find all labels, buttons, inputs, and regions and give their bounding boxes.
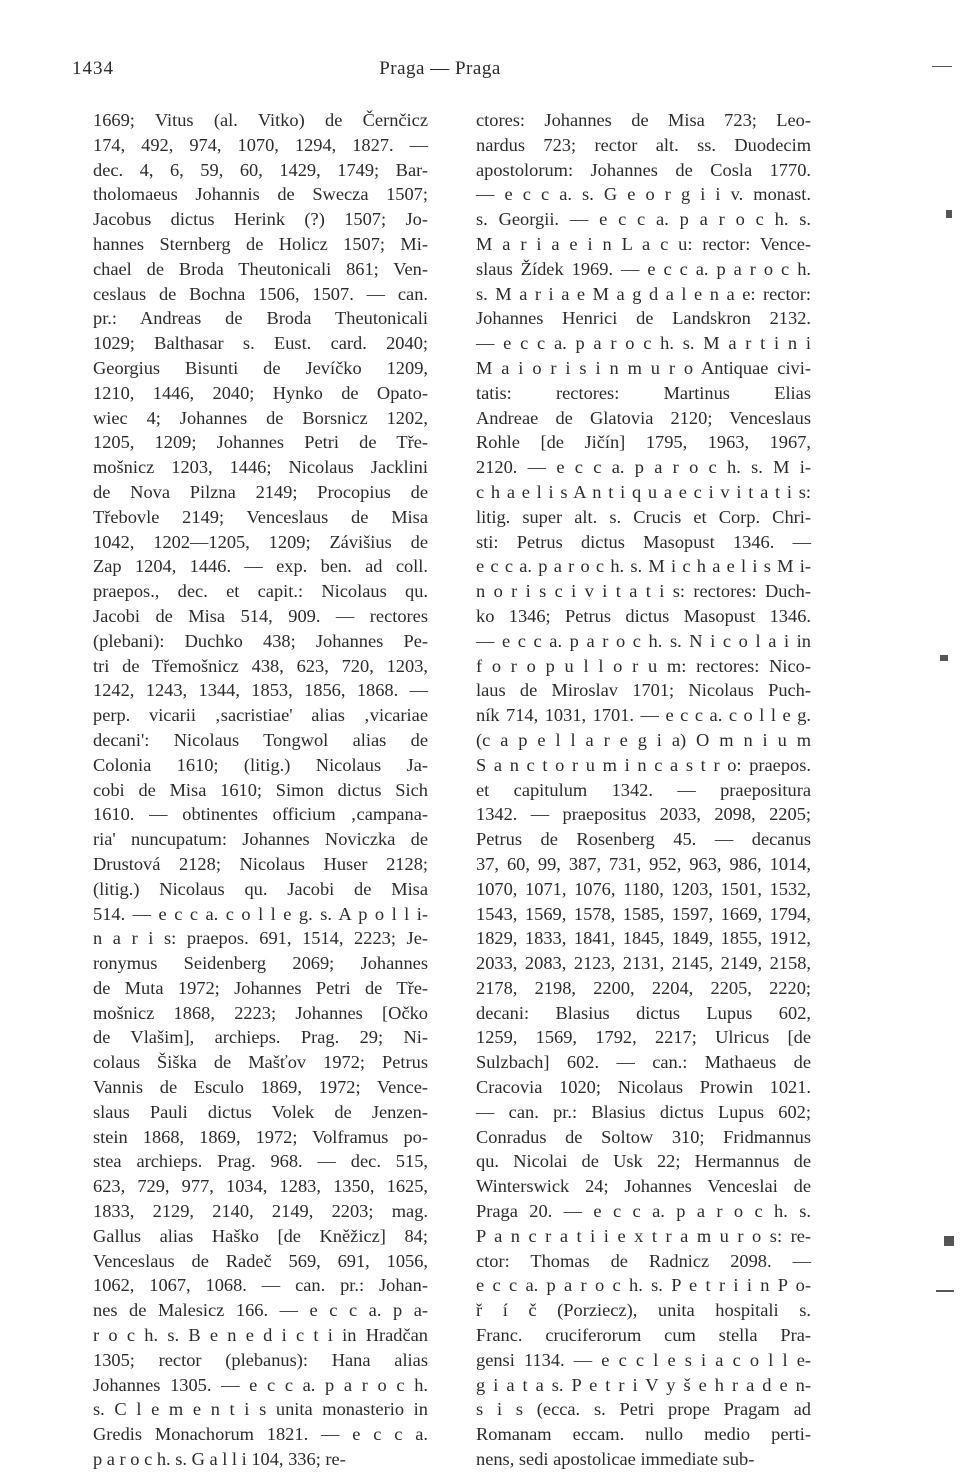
left-column-line: 1210, 1446, 2040; Hynko de Opato-: [93, 382, 428, 403]
right-column-line: Andreae de Glatovia 2120; Venceslaus: [476, 407, 811, 428]
right-column-line: Sulzbach] 602. — can.: Mathaeus de: [476, 1052, 811, 1073]
left-column-line: ronymus Seidenberg 2069; Johannes: [93, 953, 428, 974]
left-column-line: (litig.) Nicolaus qu. Jacobi de Misa: [93, 878, 428, 899]
right-column-line: M a r i a e i n L a c u: rector: Vence-: [476, 233, 811, 254]
left-column-line: Třebovle 2149; Venceslaus de Misa: [93, 506, 428, 527]
left-column-line: dec. 4, 6, 59, 60, 1429, 1749; Bar-: [93, 159, 428, 180]
right-column-line: — can. pr.: Blasius dictus Lupus 602;: [476, 1101, 811, 1122]
right-column-line: Praga 20. — e c c a. p a r o c h. s.: [476, 1201, 811, 1222]
page-number: 1434: [72, 58, 114, 79]
left-column-line: wiec 4; Johannes de Borsnicz 1202,: [93, 407, 428, 428]
right-column-line: n o r i s c i v i t a t i s: rectores: Duch-: [476, 581, 811, 602]
left-column-line: 1042, 1202—1205, 1209; Závišius de: [93, 531, 428, 552]
left-column-line: 1062, 1067, 1068. — can. pr.: Johan-: [93, 1275, 428, 1296]
right-column-line: e c c a. p a r o c h. s. M i c h a e l i s M i-: [476, 556, 811, 577]
left-column: [93, 108, 428, 1472]
left-column-line: 1669; Vitus (al. Vitko) de Černčicz: [93, 110, 428, 130]
left-column-line: Zap 1204, 1446. — exp. ben. ad coll.: [93, 556, 428, 577]
left-column-line: Gallus alias Haško [de Kněžicz] 84;: [93, 1225, 428, 1246]
left-column-line: de Muta 1972; Johannes Petri de Tře-: [93, 977, 428, 998]
left-column-line: slaus Pauli dictus Volek de Jenzen-: [93, 1101, 428, 1122]
left-column-line: 514. — e c c a. c o l l e g. s. A p o l l i-: [93, 903, 428, 924]
left-column-line: Drustová 2128; Nicolaus Huser 2128;: [93, 853, 428, 874]
left-column-line: 623, 729, 977, 1034, 1283, 1350, 1625,: [93, 1176, 428, 1197]
left-column-line: cobi de Misa 1610; Simon dictus Sich: [93, 779, 428, 800]
right-column-line: decani: Blasius dictus Lupus 602,: [476, 1002, 811, 1023]
right-column-line: f o r o p u l l o r u m: rectores: Nico-: [476, 655, 811, 676]
left-column-line: stein 1868, 1869, 1972; Volframus po-: [93, 1126, 428, 1147]
right-column-line: qu. Nicolai de Usk 22; Hermannus de: [476, 1151, 811, 1172]
left-column-line: n a r i s: praepos. 691, 1514, 2223; Je-: [93, 928, 428, 949]
right-column-line: g i a t a s. P e t r i V y š e h r a d e n-: [476, 1374, 811, 1395]
left-column-line: (plebani): Duchko 438; Johannes Pe-: [93, 630, 428, 651]
left-column-line: tholomaeus Johannis de Swecza 1507;: [93, 184, 428, 205]
right-column-line: s i s (ecca. s. Petri prope Pragam ad: [476, 1399, 811, 1420]
left-column-line: perp. vicarii ‚sacristiae' alias ‚vicariae: [93, 705, 428, 726]
right-column-line: Johannes Henrici de Landskron 2132.: [476, 308, 811, 329]
right-column-line: 1070, 1071, 1076, 1180, 1203, 1501, 1532,: [476, 878, 811, 899]
right-column-line: Winterswick 24; Johannes Venceslai de: [476, 1176, 811, 1197]
right-column: [476, 108, 811, 1472]
left-column-line: ceslaus de Bochna 1506, 1507. — can.: [93, 283, 428, 304]
margin-mark: [944, 1236, 954, 1246]
left-column-line: 1205, 1209; Johannes Petri de Tře-: [93, 432, 428, 453]
left-column-line: ria' nuncupatum: Johannes Noviczka de: [93, 829, 428, 850]
right-column-line: Petrus de Rosenberg 45. — decanus: [476, 829, 811, 850]
left-column-line: Colonia 1610; (litig.) Nicolaus Ja-: [93, 754, 428, 775]
right-column-line: ko 1346; Petrus dictus Masopust 1346.: [476, 605, 811, 626]
right-column-line: et capitulum 1342. — praepositura: [476, 779, 811, 800]
left-column-line: p a r o c h. s. G a l l i 104, 336; re-: [93, 1449, 346, 1470]
right-column-line: ctor: Thomas de Radnicz 2098. —: [476, 1250, 811, 1271]
left-column-line: de Nova Pilzna 2149; Procopius de: [93, 481, 428, 502]
right-column-line: — e c c a. p a r o c h. s. M a r t i n i: [476, 333, 811, 354]
right-column-line: sti: Petrus dictus Masopust 1346. —: [476, 531, 811, 552]
left-column-line: 1610. — obtinentes officium ‚campana-: [93, 804, 428, 825]
left-column-line: 1833, 2129, 2140, 2149, 2203; mag.: [93, 1201, 428, 1222]
margin-mark: [936, 1290, 954, 1292]
right-column-line: 1259, 1569, 1792, 2217; Ulricus [de: [476, 1027, 811, 1048]
left-column-line: s. C l e m e n t i s unita monasterio in: [93, 1399, 428, 1420]
left-column-line: 174, 492, 974, 1070, 1294, 1827. —: [93, 134, 428, 155]
right-column-line: nens, sedi apostolicae immediate sub-: [476, 1449, 755, 1470]
right-column-line: nardus 723; rector alt. ss. Duodecim: [476, 134, 811, 155]
right-column-line: ník 714, 1031, 1701. — e c c a. c o l l e g.: [476, 705, 811, 726]
right-column-line: 2120. — e c c a. p a r o c h. s. M i-: [476, 457, 811, 478]
right-column-line: 37, 60, 99, 387, 731, 952, 963, 986, 1014,: [476, 853, 811, 874]
left-column-line: Jacobus dictus Herink (?) 1507; Jo-: [93, 209, 428, 230]
right-column-line: c h a e l i s A n t i q u a e c i v i t a t i s:: [476, 481, 811, 502]
right-column-line: gensi 1134. — e c c l e s i a c o l l e-: [476, 1349, 811, 1370]
right-column-line: slaus Žídek 1969. — e c c a. p a r o c h.: [476, 258, 811, 279]
left-column-line: Vannis de Esculo 1869, 1972; Vence-: [93, 1077, 428, 1098]
left-column-line: Venceslaus de Radeč 569, 691, 1056,: [93, 1250, 428, 1271]
left-column-line: Johannes 1305. — e c c a. p a r o c h.: [93, 1374, 428, 1395]
right-column-line: 2178, 2198, 2200, 2204, 2205, 2220;: [476, 977, 811, 998]
left-column-line: 1029; Balthasar s. Eust. card. 2040;: [93, 333, 428, 354]
right-column-line: s. Georgii. — e c c a. p a r o c h. s.: [476, 209, 811, 230]
left-column-line: pr.: Andreas de Broda Theutonicali: [93, 308, 428, 329]
left-column-line: colaus Šiška de Mašťov 1972; Petrus: [93, 1052, 428, 1073]
left-column-line: nes de Malesicz 166. — e c c a. p a-: [93, 1300, 428, 1321]
right-column-line: M a i o r i s i n m u r o Antiquae civi-: [476, 357, 811, 378]
right-column-line: e c c a. p a r o c h. s. P e t r i i n P o-: [476, 1275, 811, 1296]
left-column-line: 1305; rector (plebanus): Hana alias: [93, 1349, 428, 1370]
right-column-line: 1342. — praepositus 2033, 2098, 2205;: [476, 804, 811, 825]
right-column-line: s. M a r i a e M a g d a l e n a e: rector:: [476, 283, 811, 304]
right-column-line: Conradus de Soltow 310; Fridmannus: [476, 1126, 811, 1147]
right-column-line: — e c c a. p a r o c h. s. N i c o l a i in: [476, 630, 811, 651]
right-column-line: — e c c a. s. G e o r g i i v. monast.: [476, 184, 811, 205]
left-column-line: de Vlašim], archieps. Prag. 29; Ni-: [93, 1027, 428, 1048]
right-column-line: 1829, 1833, 1841, 1845, 1849, 1855, 1912,: [476, 928, 811, 949]
margin-mark: [932, 66, 952, 67]
left-column-line: decani': Nicolaus Tongwol alias de: [93, 729, 428, 750]
left-column-line: chael de Broda Theutonicali 861; Ven-: [93, 258, 428, 279]
left-column-line: Jacobi de Misa 514, 909. — rectores: [93, 605, 428, 626]
left-column-line: hannes Sternberg de Holicz 1507; Mi-: [93, 233, 428, 254]
right-column-line: Rohle [de Jičín] 1795, 1963, 1967,: [476, 432, 811, 453]
right-column-line: (c a p e l l a r e g i a) O m n i u m: [476, 729, 811, 750]
left-column-line: praepos., dec. et capit.: Nicolaus qu.: [93, 581, 428, 602]
left-column-line: tri de Třemošnicz 438, 623, 720, 1203,: [93, 655, 428, 676]
margin-mark: [940, 655, 948, 661]
right-column-line: Romanam eccam. nullo medio perti-: [476, 1424, 811, 1445]
right-column-line: Franc. cruciferorum cum stella Pra-: [476, 1325, 811, 1346]
right-column-line: litig. super alt. s. Crucis et Corp. Chri-: [476, 506, 811, 527]
left-column-line: Georgius Bisunti de Jevíčko 1209,: [93, 357, 428, 378]
left-column-line: mošnicz 1203, 1446; Nicolaus Jacklini: [93, 457, 428, 478]
right-column-line: P a n c r a t i i e x t r a m u r o s: re-: [476, 1225, 811, 1246]
right-column-line: apostolorum: Johannes de Cosla 1770.: [476, 159, 811, 180]
left-column-line: stea archieps. Prag. 968. — dec. 515,: [93, 1151, 428, 1172]
right-column-line: ctores: Johannes de Misa 723; Leo-: [476, 110, 811, 130]
left-column-line: r o c h. s. B e n e d i c t i in Hradčan: [93, 1325, 428, 1346]
right-column-line: tatis: rectores: Martinus Elias: [476, 382, 811, 403]
right-column-line: ř í č (Porziecz), unita hospitali s.: [476, 1300, 811, 1321]
right-column-line: S a n c t o r u m i n c a s t r o: praepos.: [476, 754, 811, 775]
left-column-line: mošnicz 1868, 2223; Johannes [Očko: [93, 1002, 428, 1023]
left-column-line: Gredis Monachorum 1821. — e c c a.: [93, 1424, 428, 1445]
right-column-line: 1543, 1569, 1578, 1585, 1597, 1669, 1794,: [476, 903, 811, 924]
running-head: Praga — Praga: [379, 58, 501, 79]
margin-mark: [946, 210, 952, 218]
right-column-line: Cracovia 1020; Nicolaus Prowin 1021.: [476, 1077, 811, 1098]
left-column-line: 1242, 1243, 1344, 1853, 1856, 1868. —: [93, 680, 428, 701]
right-column-line: 2033, 2083, 2123, 2131, 2145, 2149, 2158,: [476, 953, 811, 974]
right-column-line: laus de Miroslav 1701; Nicolaus Puch-: [476, 680, 811, 701]
